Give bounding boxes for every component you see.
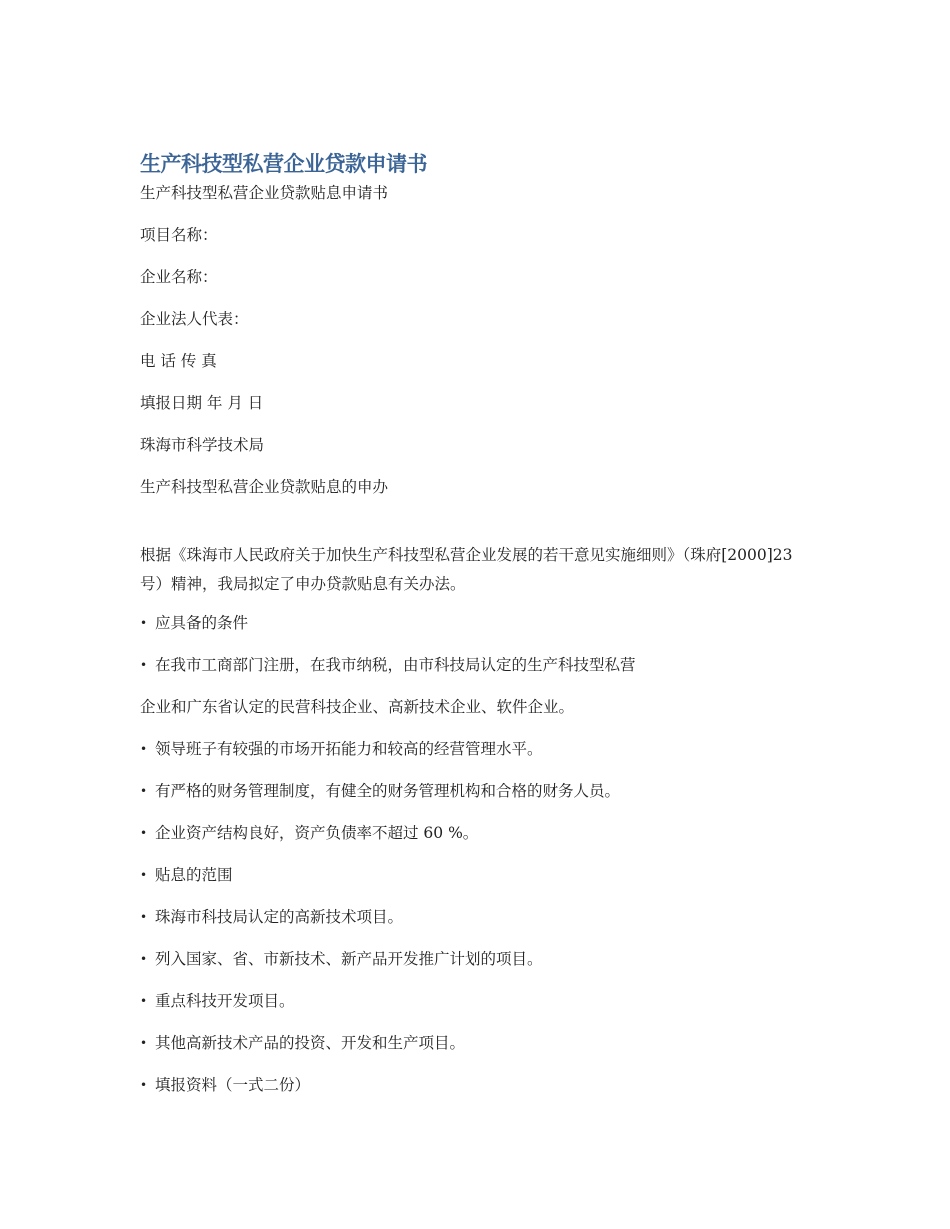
issuing-bureau: 珠海市科学技术局 xyxy=(140,436,265,454)
company-name-field: 企业名称： xyxy=(140,268,218,286)
list-item: • 珠海市科技局认定的高新技术项目。 xyxy=(140,904,820,931)
list-item-continuation: 企业和广东省认定的民营科技企业、高新技术企业、软件企业。 xyxy=(140,698,575,716)
list-item: • 其他高新技术产品的投资、开发和生产项目。 xyxy=(140,1030,820,1057)
bullet-icon: • xyxy=(140,784,148,798)
list-item: • 在我市工商部门注册，在我市纳税，由市科技局认定的生产科技型私营 xyxy=(140,652,820,679)
list-item: • 列入国家、省、市新技术、新产品开发推广计划的项目。 xyxy=(140,946,820,973)
document-page xyxy=(140,148,820,1114)
bullet-icon: • xyxy=(140,658,148,672)
list-item: • 应具备的条件 xyxy=(140,610,820,637)
bullet-icon: • xyxy=(140,616,148,630)
intro-paragraph: 根据《珠海市人民政府关于加快生产科技型私营企业发展的若干意见实施细则》（珠府[2000]23 号）精神，我局拟定了申办贷款贴息有关办法。 xyxy=(140,546,793,593)
subtitle-line: 生产科技型私营企业贷款贴息申请书 xyxy=(140,184,389,202)
legal-representative-field: 企业法人代表： xyxy=(140,310,249,328)
bullet-icon: • xyxy=(140,826,148,840)
list-item: • 领导班子有较强的市场开拓能力和较高的经营管理水平。 xyxy=(140,736,820,763)
bullet-icon: • xyxy=(140,1036,148,1050)
bullet-icon: • xyxy=(140,868,148,882)
bullet-icon: • xyxy=(140,742,148,756)
document-title: 生产科技型私营企业贷款申请书 xyxy=(140,152,427,176)
bullet-icon: • xyxy=(140,994,148,1008)
list-item: • 填报资料（一式二份） xyxy=(140,1072,820,1099)
section-heading: 生产科技型私营企业贷款贴息的申办 xyxy=(140,478,389,496)
bullet-icon: • xyxy=(140,952,148,966)
bullet-icon: • xyxy=(140,1078,148,1092)
project-name-field: 项目名称： xyxy=(140,226,218,244)
list-item: • 有严格的财务管理制度，有健全的财务管理机构和合格的财务人员。 xyxy=(140,778,820,805)
phone-fax-field: 电 话 传 真 xyxy=(140,352,217,370)
bullet-icon: • xyxy=(140,910,148,924)
report-date-field: 填报日期 年 月 日 xyxy=(140,394,264,412)
list-item: • 企业资产结构良好，资产负债率不超过 60 %。 xyxy=(140,820,820,847)
list-item: • 贴息的范围 xyxy=(140,862,820,889)
list-item: • 重点科技开发项目。 xyxy=(140,988,820,1015)
